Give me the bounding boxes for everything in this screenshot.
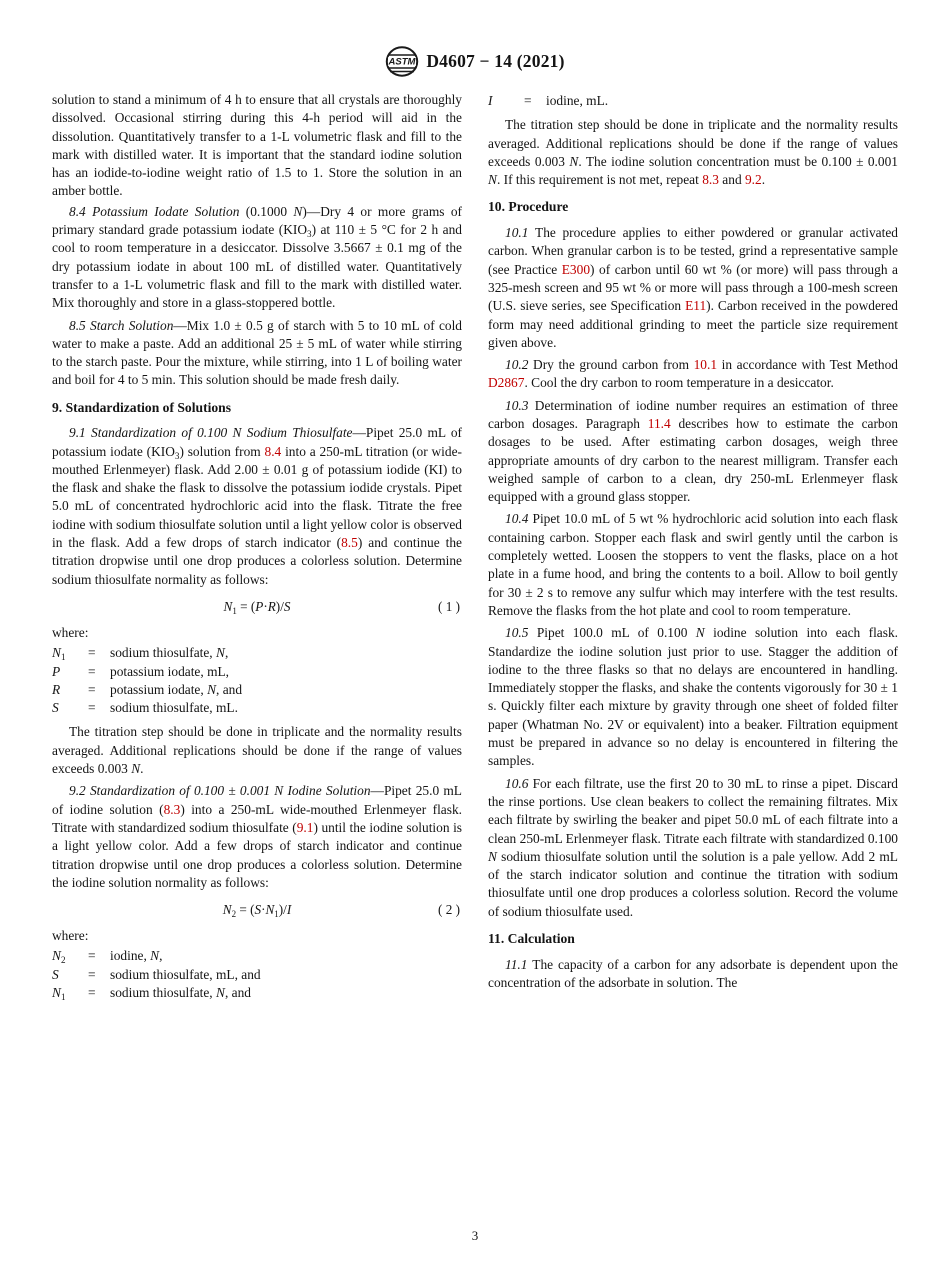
- italic-text: R: [267, 598, 276, 614]
- italic-text: N: [293, 203, 303, 219]
- symbol-definition-list: [488, 92, 898, 110]
- paragraph: 10.1 The procedure applies to either powdered or granular activated carbon. When granular carbon is to be tested, grind a representative sample (see Practice E300) of carbon until 60 wt % (or more) will pass through a 325-mesh screen and 95 wt % or more will pass through a 100-mesh screen (U.S. sieve series, see Specification E11). Carbon received in the powdered form may need additional grinding to meet the particle size requirement given above.: [488, 225, 898, 350]
- equals-sign: =: [88, 966, 96, 982]
- paragraph: 10.5 Pipet 100.0 mL of 0.100 N iodine solution into each flask. Standardize the iodine solution just prior to use. Stagger the addition of iodine to the three flasks so that no delays are encountered in handling. Immediately stopper the flasks, and shake the contents vigorously for 30 ± 1 s. Quickly filter each mixture by gravity through one sheet of folded filter paper (Whatman No. 2V or equivalent) into a beaker. Filtration equipment must be prepared in advance so no delay is encountered in filtering the samples.: [488, 625, 898, 769]
- definition-row: [52, 984, 462, 1002]
- paragraph: 9.1 Standardization of 0.100 N Sodium Thiosulfate—Pipet 25.0 mL of potassium iodate $(KIO_3)$ solution from 8.4 into a 250-mL titration (or wide-mouthed Erlenmeyer) flask. Add 2.00 ± 0.01 g of potassium iodide (KI) to the flask and shake the flask to dissolve the potassium iodide crystals. Pipet 5.0 mL of concentrated hydrochloric acid into the flask. Titrate the free iodine with sodium thiosulfate solution until a light yellow color is observed in the flask. Add a few drops of starch indicator (8.5) and continue the titration dropwise until one drop produces a colorless solution. Determine sodium thiosulfate normality as follows:: [52, 425, 463, 587]
- italic-text: 10.3: [505, 397, 535, 413]
- definition-symbol: [52, 699, 88, 717]
- equals-sign: =: [88, 985, 96, 1001]
- left-column: [52, 91, 462, 1008]
- subscript-text: 3: [307, 228, 312, 239]
- page-footer: [0, 1228, 950, 1244]
- equation: [52, 901, 462, 919]
- paragraph: The titration step should be done in triplicate and the normality results averaged. Additional replications should be done if the range of values exceeds 0.003 N. The iodine solution concentration must be 0.100 ± 0.001 N. If this requirement is not met, repeat 8.3 and 9.2.: [488, 117, 898, 188]
- paragraph: 9.2 Standardization of 0.100 ± 0.001 N Iodine Solution—Pipet 25.0 mL of iodine solution (8.3) into a 250-mL wide-mouthed Erlenmeyer flask. Titrate with standardized sodium thiosulfate (9.1) until the iodine solution is a light yellow color. Add a few drops of starch indicator and continue titration dropwise until one drop produces a colorless solution. Determine the iodine solution normality as follows:: [52, 783, 462, 890]
- page-number: 3: [471, 1228, 479, 1243]
- definition-symbol: [52, 947, 88, 965]
- italic-text: 10.4: [505, 511, 533, 527]
- definition-text: iodine, N,: [110, 948, 163, 964]
- section-heading: 10. Procedure: [488, 199, 569, 215]
- definition-symbol: [52, 663, 88, 681]
- subscript-text: 1: [274, 909, 279, 919]
- definition-symbol: [52, 644, 88, 662]
- italic-text: N: [52, 948, 61, 964]
- subscript-text: 2: [231, 909, 237, 919]
- italic-text: 11.1: [505, 956, 533, 972]
- equals-sign: =: [88, 681, 96, 697]
- italic-text: N: [207, 681, 217, 697]
- document-body: [52, 91, 898, 1008]
- italic-text: 10.1: [505, 225, 536, 241]
- section-heading: 9. Standardization of Solutions: [52, 399, 232, 415]
- italic-text: S: [52, 966, 59, 982]
- definition-row: [52, 644, 462, 662]
- definition-row: [52, 966, 462, 984]
- definition-row: [52, 681, 462, 699]
- reference-link[interactable]: 9.1: [296, 819, 314, 835]
- italic-text: P: [255, 598, 264, 614]
- italic-text: N: [695, 625, 705, 641]
- subscript-text: 1: [60, 652, 66, 663]
- italic-text: P: [52, 663, 61, 679]
- equation-number: ( 1 ): [438, 598, 460, 614]
- italic-text: I: [488, 93, 493, 108]
- paragraph: solution to stand a minimum of 4 h to ensure that all crystals are thoroughly dissolved. Occasional stirring during this 4-h period will aid in the dissolution. Quantitatively transfer to a 1-L volumetric flask and fill to the mark with distilled water. It is important that the standard iodine solution has an iodide-to-iodine weight ratio of 1.5 to 1. Store the solution in an amber bottle.: [52, 92, 462, 199]
- italic-text: N: [223, 598, 233, 614]
- definition-symbol: [488, 92, 524, 110]
- reference-link[interactable]: D2867: [488, 375, 525, 391]
- italic-text: 9.2 Standardization of 0.100 ± 0.001 N Iodine Solution: [69, 783, 371, 799]
- italic-text: N: [52, 645, 61, 661]
- italic-text: 8.5 Starch Solution: [69, 317, 174, 333]
- italic-text: I: [286, 902, 292, 918]
- italic-text: N: [569, 153, 579, 169]
- italic-text: S: [254, 902, 262, 918]
- equals-sign: =: [88, 663, 96, 679]
- italic-text: 8.4 Potassium Iodate Solution: [69, 203, 240, 219]
- page-header: [0, 46, 950, 77]
- paragraph: 10.6 For each filtrate, use the first 20 to 30 mL to rinse a pipet. Discard the rinse portions. Use clean beakers to collect the remaining filtrates. Mix each filtrate by swirling the beaker and pipet 50.0 mL of each filtrate into a clean 250-mL Erlenmeyer flask. Titrate each filtrate with standardized 0.100 N sodium thiosulfate solution until the solution is a pale yellow. Add 2 mL of the starch indicator solution and continue the titration with sodium thiosulfate until one drop produces a colorless solution. Record the volume of sodium thiosulfate used.: [488, 775, 898, 919]
- italic-text: 10.5: [505, 625, 537, 641]
- definition-symbol: [52, 966, 88, 984]
- reference-link[interactable]: 8.5: [341, 535, 358, 551]
- reference-link[interactable]: 9.2: [744, 172, 762, 188]
- paragraph: where:: [52, 624, 89, 640]
- paragraph: 8.4 Potassium Iodate Solution (0.1000 N)—Dry 4 or more grams of primary standard grade potassium iodate $(KIO_3)$ at 110 ± 5 °C for 2 h and cool to room temperature in a desiccator. Dissolve 3.5667 ± 0.1 mg of the dry potassium iodate in about 100 mL of distilled water. Quantitatively transfer to a 1-L volumetric flask and fill to the mark with distilled water. Mix thoroughly and store in a glass-stoppered bottle.: [52, 203, 462, 311]
- italic-text: S: [283, 598, 291, 614]
- definition-symbol: [52, 681, 88, 699]
- italic-text: 9.1 Standardization of 0.100 N Sodium Thiosulfate: [69, 425, 353, 441]
- symbol-definition-list: [52, 947, 462, 1002]
- equals-sign: =: [88, 948, 96, 964]
- definition-text: sodium thiosulfate, N, and: [110, 985, 251, 1001]
- definition-row: [52, 699, 462, 717]
- equals-sign: =: [88, 645, 96, 661]
- reference-link[interactable]: E300: [561, 261, 591, 277]
- svg-text:ASTM: ASTM: [388, 56, 416, 68]
- reference-link[interactable]: E11: [685, 298, 707, 314]
- definition-text: sodium thiosulfate, mL.: [110, 700, 238, 716]
- paragraph: 10.3 Determination of iodine number requires an estimation of three carbon dosages. Paragraph 11.4 describes how to estimate the carbon dosages to be used. After estimating carbon dosages, weigh three appropriate amounts of dry carbon to the nearest milligram. Transfer each weighed sample of carbon to a clean, dry 250-mL Erlenmeyer flask equipped with a ground glass stopper.: [488, 397, 899, 505]
- italic-text: N: [52, 985, 61, 1001]
- definition-text: iodine, mL.: [546, 93, 609, 108]
- italic-text: R: [52, 681, 61, 697]
- definition-text: sodium thiosulfate, N,: [110, 645, 229, 661]
- paragraph: 11.1 The capacity of a carbon for any adsorbate is dependent upon the concentration of the adsorbate in solution. The: [488, 956, 898, 990]
- equation-body: $N_2 = (S\cdot N_1)/I$: [222, 902, 292, 919]
- subscript-text: 1: [60, 991, 66, 1002]
- italic-text: N: [488, 172, 497, 188]
- astm-logo-icon: [385, 46, 419, 77]
- definition-text: sodium thiosulfate, mL, and: [110, 966, 261, 982]
- equation-body: $N_1 = (P\cdot R)/S$: [223, 598, 291, 616]
- italic-text: N: [265, 902, 275, 918]
- italic-text: 10.6: [505, 775, 533, 791]
- paragraph: where:: [52, 928, 89, 944]
- equation-number: ( 2 ): [438, 902, 460, 918]
- equals-sign: =: [524, 93, 532, 108]
- designation-title: D4607 − 14 (2021): [426, 51, 565, 71]
- paragraph: 10.4 Pipet 10.0 mL of 5 wt % hydrochloric acid solution into each flask containing carbon. Stopper each flask and swirl gently until the carbon is completely wetted. Loosen the stoppers to vent the flasks, place on a hot plate in a fume hood, and bring the contents to a boil. Allow to boil gently for 30 ± 2 s to remove any sulfur which may interfere with the test results. Remove the flasks from the hot plate and cool to room temperature.: [488, 511, 898, 618]
- section-heading: 11. Calculation: [488, 931, 575, 947]
- definition-symbol: [52, 984, 88, 1002]
- right-column: [488, 91, 898, 1008]
- italic-text: N: [131, 761, 141, 777]
- subscript-text: 3: [174, 450, 180, 461]
- paragraph: 8.5 Starch Solution—Mix 1.0 ± 0.5 g of starch with 5 to 10 mL of cold water to make a paste. Add an additional 25 ± 5 mL of water while stirring to the starch paste. Pour the mixture, while stirring, into 1 L of boiling water and boil for 4 to 5 min. This solution should be made fresh daily.: [52, 317, 462, 388]
- symbol-definition-list: [52, 644, 462, 717]
- subscript-text: 2: [60, 955, 66, 966]
- equation: [52, 598, 462, 616]
- definition-row: [52, 947, 462, 965]
- equals-sign: =: [88, 700, 96, 716]
- italic-text: N: [216, 985, 225, 1001]
- reference-link[interactable]: 8.4: [264, 443, 282, 459]
- reference-link[interactable]: 11.4: [647, 416, 671, 431]
- italic-text: N: [150, 948, 160, 964]
- italic-text: N: [222, 902, 232, 918]
- italic-text: 10.2: [505, 357, 534, 373]
- reference-link[interactable]: 10.1: [693, 357, 718, 373]
- definition-row: [488, 92, 898, 110]
- definition-text: potassium iodate, N, and: [110, 681, 243, 697]
- reference-link[interactable]: 8.3: [163, 801, 181, 817]
- italic-text: S: [52, 700, 59, 716]
- italic-text: N: [488, 848, 497, 864]
- reference-link[interactable]: 8.3: [702, 172, 719, 188]
- definition-text: potassium iodate, mL,: [110, 663, 230, 679]
- paragraph: The titration step should be done in triplicate and the normality results averaged. Additional replications should be done if the range of values exceeds 0.003 N.: [52, 724, 462, 777]
- definition-row: [52, 663, 462, 681]
- paragraph: 10.2 Dry the ground carbon from 10.1 in accordance with Test Method D2867. Cool the dry carbon to room temperature in a desiccator.: [488, 357, 898, 391]
- subscript-text: 1: [232, 605, 237, 616]
- italic-text: N: [216, 645, 225, 661]
